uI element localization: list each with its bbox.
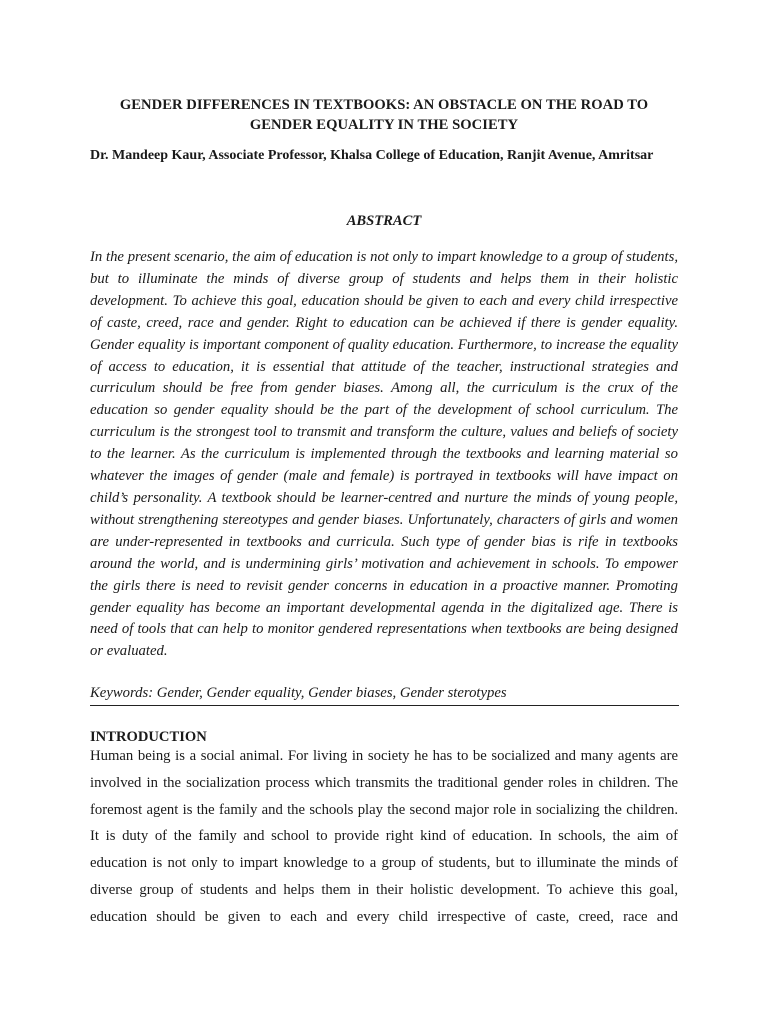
section-divider <box>90 705 679 706</box>
keywords-line: Keywords: Gender, Gender equality, Gender biases, Gender sterotypes <box>90 685 507 701</box>
introduction-text: Human being is a social animal. For living in society he has to be socialized and many agents are involved in the socialization process which transmits the traditional gender roles in children. The foremost agent is the family and the schools play the second major role in socializing the children. It is duty of the family and school to provide right kind of education. In schools, the aim of education is not only to impart knowledge to a group of students, but to illuminate the minds of diverse group of students and helps them in their holistic development. To achieve this goal, education should be given to each and every child irrespective of caste, creed, race and <box>90 748 678 925</box>
introduction-heading: INTRODUCTION <box>90 729 207 745</box>
paper-title: GENDER DIFFERENCES IN TEXTBOOKS: AN OBSTACLE ON THE ROAD TO GENDER EQUALITY IN THE SOCIETY <box>119 97 649 133</box>
abstract-heading: ABSTRACT <box>346 213 422 229</box>
abstract-text: In the present scenario, the aim of education is not only to impart knowledge to a group of students, but to illuminate the minds of diverse group of students and helps them in their holistic development. To achieve this goal, education should be given to each and every child irrespective of caste, creed, race and gender. Right to education can be achieved if there is gender equality. Gender equality is important component of quality education. Furthermore, to increase the equality of access to education, it is essential that attitude of the teacher, instructional strategies and curriculum should be free from gender biases. Among all, the curriculum is the crux of the education so gender equality should be the part of the development of school curriculum. The curriculum is the strongest tool to transmit and transform the culture, values and beliefs of society to the learner. As the curriculum is implemented through the textbooks and learning material so whatever the images of gender (male and female) is portrayed in textbooks will have impact on child’s personality. A textbook should be learner-centred and nurture the minds of young people, without strengthening stereotypes and gender biases. Unfortunately, characters of girls and women are under-represented in textbooks and curricula. Such type of gender bias is rife in textbooks around the world, and is undermining girls’ motivation and achievement in schools. To empower the girls there is need to revisit gender concerns in education in a proactive manner. Promoting gender equality has become an important developmental agenda in the digitalized age. There is need of tools that can help to monitor gendered representations when textbooks are being designed or evaluated. <box>90 249 678 660</box>
author-line: Dr. Mandeep Kaur, Associate Professor, Khalsa College of Education, Ranjit Avenue, Amritsar <box>90 148 654 163</box>
